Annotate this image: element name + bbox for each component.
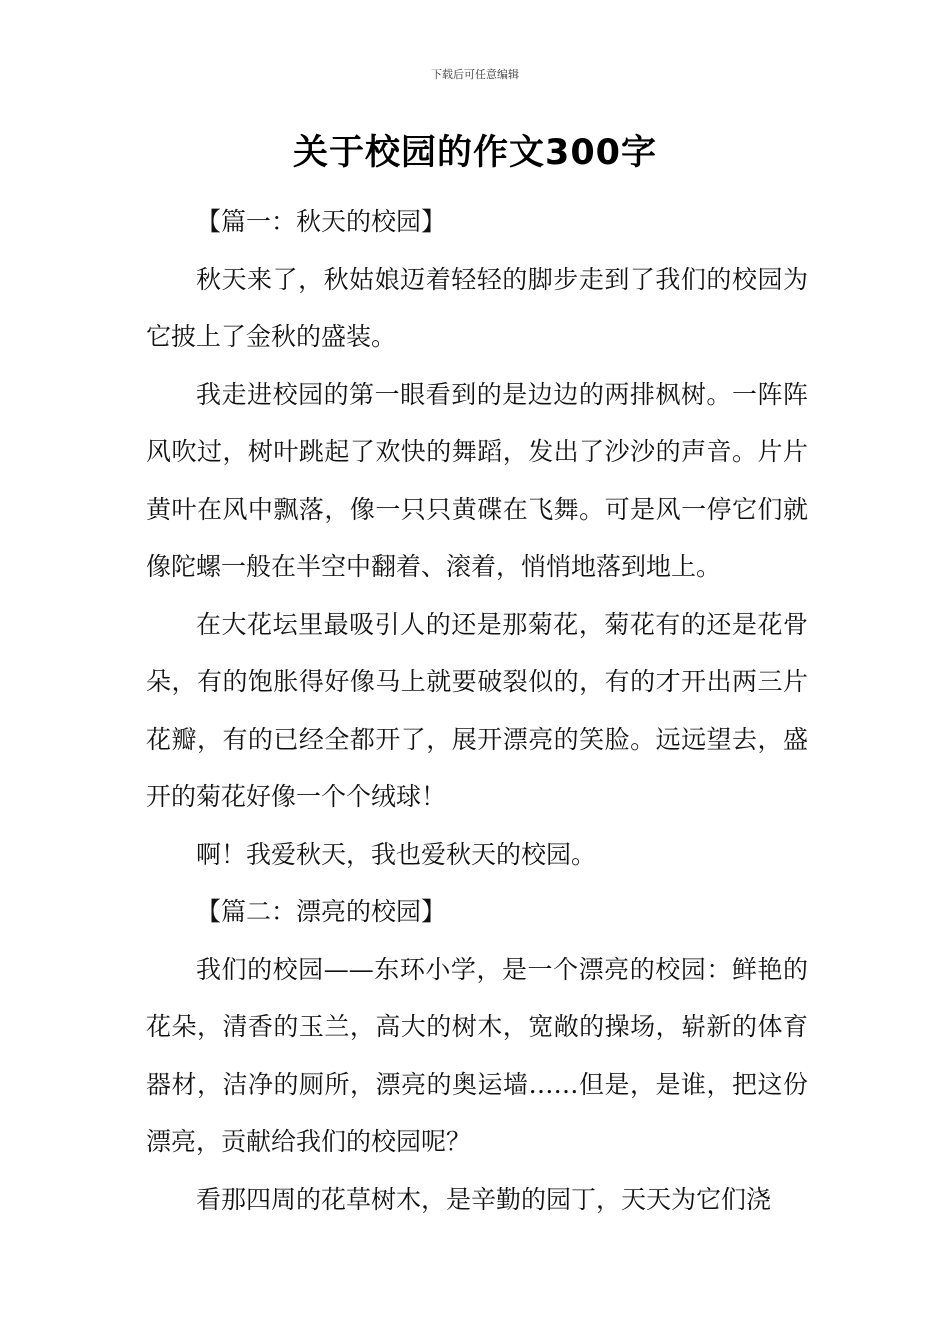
section-heading-1: 【篇一：秋天的校园】 [196,207,447,236]
paragraph-2: 我走进校园的第一眼看到的是边边的两排枫树。一阵阵风吹过，树叶跳起了欢快的舞蹈，发出了沙沙的声音。片片黄叶在风中飘落，像一只只黄碟在飞舞。可是风一停它们就像陀螺一般在半空中翻着、滚着，悄悄地落到地上。 [146,379,808,581]
document-body [146,193,808,1228]
paragraph-4: 啊！我爱秋天，我也爱秋天的校园。 [196,839,597,869]
paragraph-6: 看那四周的花草树木，是辛勤的园丁，天天为它们浇 [196,1184,772,1214]
paragraph-5: 我们的校园——东环小学，是一个漂亮的校园：鲜艳的花朵，清香的玉兰，高大的树木，宽敞的操场，崭新的体育器材，洁净的厕所，漂亮的奥运墙……但是，是谁，把这份漂亮，贡献给我们的校园呢？ [146,954,808,1156]
section-heading-2: 【篇二：漂亮的校园】 [196,897,447,926]
document-title: 关于校园的作文300字 [292,133,658,173]
header-note: 下载后可任意编辑 [431,68,519,81]
paragraph-3: 在大花坛里最吸引人的还是那菊花，菊花有的还是花骨朵，有的饱胀得好像马上就要破裂似的，有的才开出两三片花瓣，有的已经全都开了，展开漂亮的笑脸。远远望去，盛开的菊花好像一个个绒球！ [146,609,808,811]
paragraph-1: 秋天来了，秋姑娘迈着轻轻的脚步走到了我们的校园为它披上了金秋的盛装。 [146,264,808,351]
